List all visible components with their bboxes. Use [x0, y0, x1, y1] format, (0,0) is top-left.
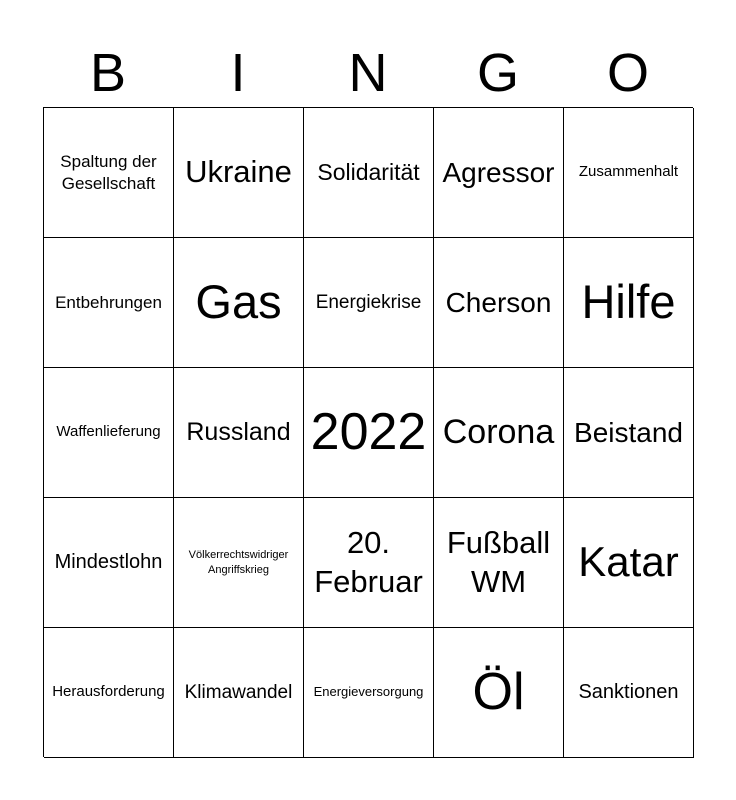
bingo-cell-r4-c2[interactable]: Völkerrechtswidriger Angriffskrieg: [174, 498, 304, 628]
bingo-cell-r4-c3[interactable]: 20. Februar: [304, 498, 434, 628]
bingo-cell-r5-c4[interactable]: Öl: [434, 628, 564, 758]
bingo-cell-r4-c5[interactable]: Katar: [564, 498, 694, 628]
bingo-cell-r2-c3[interactable]: Energiekrise: [304, 238, 434, 368]
bingo-cell-r3-c3[interactable]: 2022: [304, 368, 434, 498]
bingo-cell-r1-c2[interactable]: Ukraine: [174, 108, 304, 238]
bingo-header: [43, 40, 693, 106]
header-letter-i: I: [230, 43, 246, 103]
bingo-cell-r5-c5[interactable]: Sanktionen: [564, 628, 694, 758]
bingo-cell-r3-c2[interactable]: Russland: [174, 368, 304, 498]
bingo-board: [43, 107, 693, 757]
bingo-cell-r3-c1[interactable]: Waffenlieferung: [44, 368, 174, 498]
bingo-cell-r3-c5[interactable]: Beistand: [564, 368, 694, 498]
header-letter-g: G: [476, 43, 519, 103]
bingo-cell-r1-c3[interactable]: Solidarität: [304, 108, 434, 238]
bingo-cell-r1-c1[interactable]: Spaltung der Gesellschaft: [44, 108, 174, 238]
bingo-cell-r2-c2[interactable]: Gas: [174, 238, 304, 368]
bingo-cell-r5-c2[interactable]: Klimawandel: [174, 628, 304, 758]
header-letter-b: B: [89, 43, 127, 103]
bingo-cell-r5-c3[interactable]: Energieversorgung: [304, 628, 434, 758]
bingo-cell-r2-c5[interactable]: Hilfe: [564, 238, 694, 368]
bingo-cell-r5-c1[interactable]: Herausforderung: [44, 628, 174, 758]
bingo-cell-r2-c1[interactable]: Entbehrungen: [44, 238, 174, 368]
bingo-cell-r4-c4[interactable]: Fußball WM: [434, 498, 564, 628]
header-letter-n: N: [348, 43, 388, 103]
bingo-cell-r2-c4[interactable]: Cherson: [434, 238, 564, 368]
bingo-cell-r3-c4[interactable]: Corona: [434, 368, 564, 498]
bingo-cell-r4-c1[interactable]: Mindestlohn: [44, 498, 174, 628]
bingo-cell-r1-c4[interactable]: Agressor: [434, 108, 564, 238]
bingo-cell-r1-c5[interactable]: Zusammenhalt: [564, 108, 694, 238]
header-letter-o: O: [606, 43, 649, 103]
